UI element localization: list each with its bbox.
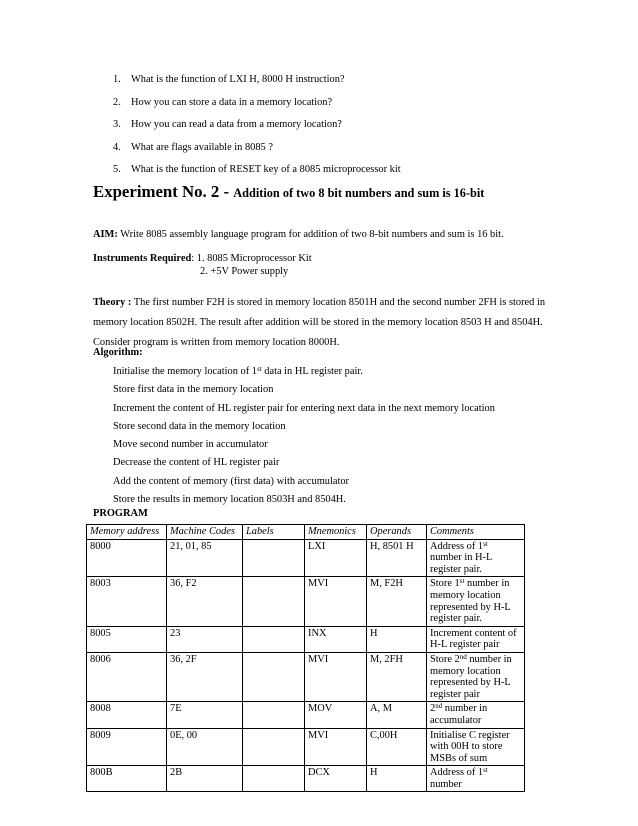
instruments-block: Instruments Required: 1. 8085 Microprocessor Kit 2. +5V Power supply bbox=[93, 253, 312, 277]
question-list bbox=[113, 73, 401, 186]
cell-code: 2B bbox=[167, 766, 243, 792]
question-item: 4. What are flags available in 8085 ? bbox=[113, 141, 273, 153]
experiment-title: Experiment No. 2 - Addition of two 8 bit numbers and sum is 16-bit bbox=[93, 182, 485, 201]
cell-label bbox=[243, 766, 305, 792]
cell-label bbox=[243, 539, 305, 577]
table-row bbox=[87, 626, 525, 652]
cell-operand: H, 8501 H bbox=[367, 539, 427, 577]
header-mnemonics: Mnemonics bbox=[305, 525, 367, 540]
cell-mnemonic: INX bbox=[305, 626, 367, 652]
table-row bbox=[87, 577, 525, 626]
header-machine-codes: Machine Codes bbox=[167, 525, 243, 540]
header-operands: Operands bbox=[367, 525, 427, 540]
theory-label: Theory : bbox=[93, 297, 132, 308]
question-item: 5. What is the function of RESET key of a 8085 microprocessor kit bbox=[113, 164, 401, 175]
header-labels: Labels bbox=[243, 525, 305, 540]
cell-code: 0E, 00 bbox=[167, 728, 243, 766]
cell-label bbox=[243, 577, 305, 626]
cell-mnemonic: MOV bbox=[305, 702, 367, 728]
algorithm-steps bbox=[113, 365, 495, 511]
cell-mnemonic: MVI bbox=[305, 652, 367, 701]
cell-operand: M, 2FH bbox=[367, 652, 427, 701]
algorithm-title: Algorithm: bbox=[93, 347, 143, 358]
cell-comment: Address of 1st number in H-L register pair. bbox=[427, 539, 525, 577]
cell-mnemonic: LXI bbox=[305, 539, 367, 577]
table-row bbox=[87, 652, 525, 701]
aim-paragraph: AIM: Write 8085 assembly language program for addition of two 8-bit numbers and sum is 16 bit. bbox=[93, 229, 504, 240]
theory-paragraph: Theory : The first number F2H is stored in memory location 8501H and the second number 2FH is stored in memory location 8502H. The result after addition will be stored in the memory location 8503 H and 8504H. Consider program is written from memory location 8000H. bbox=[93, 297, 546, 348]
table-row bbox=[87, 702, 525, 728]
table-header-row bbox=[87, 525, 525, 540]
cell-comment: 2nd number in accumulator bbox=[427, 702, 525, 728]
algorithm-step: Store second data in the memory location bbox=[113, 420, 286, 432]
algorithm-step: Increment the content of HL register pair for entering next data in the next memory location bbox=[113, 402, 495, 414]
cell-address: 8009 bbox=[87, 728, 167, 766]
algorithm-step: Add the content of memory (first data) with accumulator bbox=[113, 475, 350, 487]
cell-operand: H bbox=[367, 766, 427, 792]
algorithm-step: Store the results in memory location 8503H and 8504H. bbox=[113, 494, 346, 506]
cell-comment: Address of 1st number bbox=[427, 766, 525, 792]
aim-label: AIM: bbox=[93, 229, 118, 240]
cell-address: 8003 bbox=[87, 577, 167, 626]
program-title: PROGRAM bbox=[93, 508, 148, 519]
question-item: 1. What is the function of LXI H, 8000 H instruction? bbox=[113, 74, 345, 85]
algorithm-step: Store first data in the memory location bbox=[113, 384, 274, 396]
program-table bbox=[86, 524, 525, 792]
instrument-item: 1. 8085 Microprocessor Kit bbox=[196, 253, 312, 264]
header-comments: Comments bbox=[427, 525, 525, 540]
question-item: 2. How you can store a data in a memory location? bbox=[113, 96, 333, 108]
question-item: 3. How you can read a data from a memory location? bbox=[113, 119, 342, 130]
cell-address: 8008 bbox=[87, 702, 167, 728]
table-row bbox=[87, 766, 525, 792]
cell-operand: H bbox=[367, 626, 427, 652]
table-row bbox=[87, 728, 525, 766]
cell-mnemonic: MVI bbox=[305, 728, 367, 766]
algorithm-step: Initialise the memory location of 1st data in HL register pair. bbox=[113, 365, 363, 377]
instrument-item: 2. +5V Power supply bbox=[200, 266, 289, 277]
cell-code: 36, F2 bbox=[167, 577, 243, 626]
cell-label bbox=[243, 702, 305, 728]
cell-address: 800B bbox=[87, 766, 167, 792]
cell-label bbox=[243, 652, 305, 701]
cell-mnemonic: MVI bbox=[305, 577, 367, 626]
cell-comment: Store 2nd number in memory location represented by H-L register pair bbox=[427, 652, 525, 701]
table-row bbox=[87, 539, 525, 577]
cell-comment: Initialise C register with 00H to store MSBs of sum bbox=[427, 728, 525, 766]
cell-operand: C,00H bbox=[367, 728, 427, 766]
cell-operand: M, F2H bbox=[367, 577, 427, 626]
algorithm-step: Move second number in accumulator bbox=[113, 439, 268, 451]
cell-address: 8000 bbox=[87, 539, 167, 577]
cell-label bbox=[243, 626, 305, 652]
cell-operand: A, M bbox=[367, 702, 427, 728]
cell-code: 23 bbox=[167, 626, 243, 652]
cell-code: 21, 01, 85 bbox=[167, 539, 243, 577]
cell-comment: Increment content of H-L register pair bbox=[427, 626, 525, 652]
cell-label bbox=[243, 728, 305, 766]
algorithm-step: Decrease the content of HL register pair bbox=[113, 457, 280, 469]
cell-mnemonic: DCX bbox=[305, 766, 367, 792]
cell-comment: Store 1st number in memory location represented by H-L register pair. bbox=[427, 577, 525, 626]
cell-address: 8006 bbox=[87, 652, 167, 701]
cell-code: 36, 2F bbox=[167, 652, 243, 701]
header-memory-address: Memory address bbox=[87, 525, 167, 540]
cell-address: 8005 bbox=[87, 626, 167, 652]
cell-code: 7E bbox=[167, 702, 243, 728]
instruments-label: Instruments Required bbox=[93, 253, 192, 264]
